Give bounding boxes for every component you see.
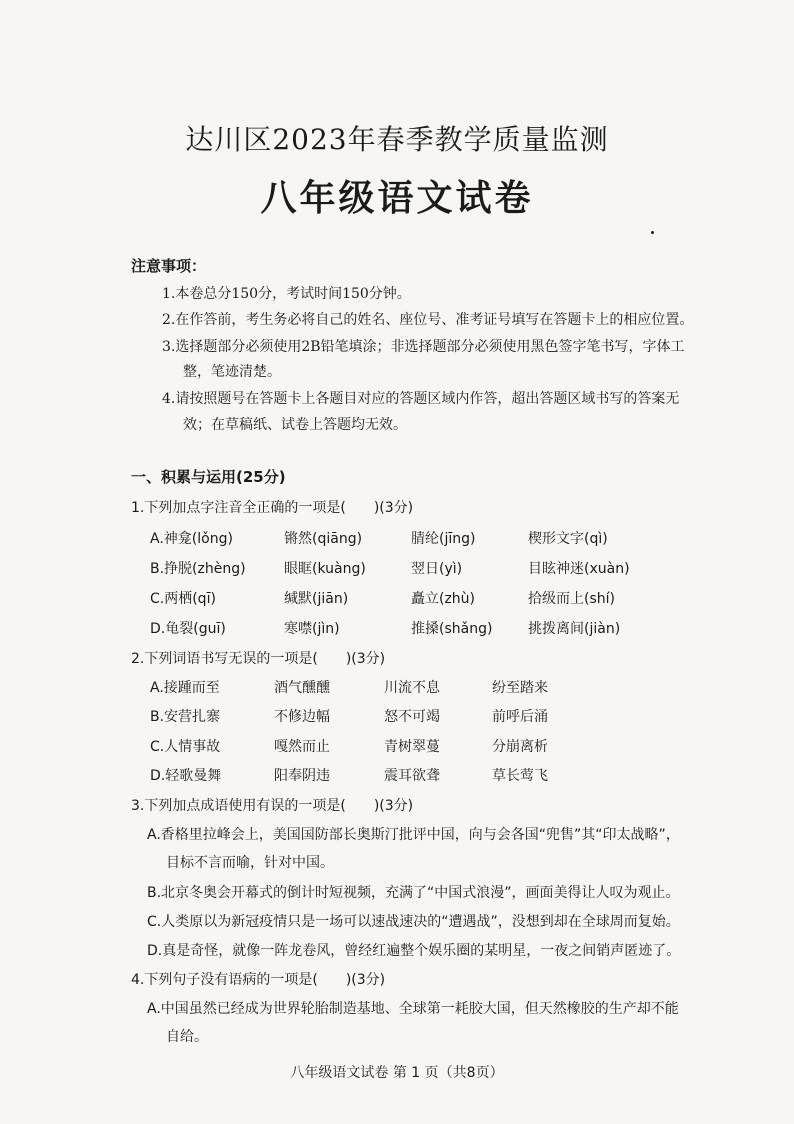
q1-option: 眼眶(kuàng) <box>284 561 366 577</box>
question-4-stem: 4.下列句子没有语病的一项是( )(3分) <box>131 972 386 988</box>
q1-option: 寒噤(jìn) <box>284 621 340 637</box>
exam-title-line2: 八年级语文试卷 <box>260 177 534 219</box>
question-2-stem: 2.下列词语书写无误的一项是( )(3分) <box>131 651 386 667</box>
question-3-stem: 3.下列加点成语使用有误的一项是( )(3分) <box>131 798 414 814</box>
q2-option: 阳奉阴违 <box>274 768 330 784</box>
notice-heading: 注意事项： <box>131 257 207 275</box>
q3-option-a: A.香格里拉峰会上，美国国防部长奥斯汀批评中国，向与会各国“兜售”其“印太战略”， <box>147 827 680 843</box>
q1-option: 目眩神迷(xuàn) <box>528 561 630 577</box>
q4-option-a-cont: 自给。 <box>166 1029 208 1045</box>
q3-option-b: B.北京冬奥会开幕式的倒计时短视频，充满了“中国式浪漫”，画面美得让人叹为观止。 <box>147 885 680 901</box>
q3-option-d: D.真是奇怪，就像一阵龙卷风，曾经红遍整个娱乐圈的某明星，一夜之间销声匿迹了。 <box>147 943 681 959</box>
speck-mark <box>651 231 654 234</box>
q2-option: C.人情事故 <box>150 739 221 755</box>
q2-option: 酒气醺醺 <box>274 680 330 696</box>
q2-option: 怒不可竭 <box>384 709 440 725</box>
q1-option: 翌日(yì) <box>411 561 463 577</box>
q2-option: 不修边幅 <box>274 709 330 725</box>
q2-option: A.接踵而至 <box>150 680 220 696</box>
q2-option: 青树翠蔓 <box>384 739 440 755</box>
q1-option: 矗立(zhù) <box>411 591 476 607</box>
q3-option-c: C.人类原以为新冠疫情只是一场可以速战速决的“遭遇战”，没想到却在全球周而复始。 <box>147 914 680 930</box>
q2-option: B.安营扎寨 <box>150 709 221 725</box>
q2-option: 分崩离析 <box>492 739 548 755</box>
q2-option: 嘎然而止 <box>274 739 330 755</box>
notice-item-4: 4.请按照题号在答题卡上各题目对应的答题区域内作答，超出答题区域书写的答案无 <box>162 391 680 407</box>
q1-option: 挑拨离间(jiàn) <box>528 621 621 637</box>
q4-option-a: A.中国虽然已经成为世界轮胎制造基地、全球第一耗胶大国，但天然橡胶的生产却不能 <box>147 1001 679 1017</box>
section-heading: 一、积累与运用(25分) <box>131 468 286 486</box>
exam-title-line1: 达川区2023年春季教学质量监测 <box>185 123 609 156</box>
q1-option: 推搡(shǎng) <box>411 621 493 637</box>
q1-option: 楔形文字(qì) <box>528 531 608 547</box>
q1-option: C.两栖(qī) <box>150 591 216 607</box>
q2-option: 前呼后涌 <box>492 709 548 725</box>
notice-item-1: 1.本卷总分150分，考试时间150分钟。 <box>162 286 411 302</box>
q1-option: 拾级而上(shí) <box>528 591 615 607</box>
page-footer: 八年级语文试卷 第 1 页（共8页） <box>290 1065 504 1081</box>
q1-option: 锵然(qiāng) <box>284 531 363 547</box>
q3-option-a-cont: 目标不言而喻，针对中国。 <box>166 855 334 871</box>
q2-option: D.轻歌曼舞 <box>150 768 222 784</box>
notice-item-3: 3.选择题部分必须使用2B铅笔填涂；非选择题部分必须使用黑色签字笔书写，字体工 <box>162 339 685 355</box>
notice-item-4-cont: 效；在草稿纸、试卷上答题均无效。 <box>183 417 407 433</box>
q1-option: D.龟裂(guī) <box>150 621 226 637</box>
q2-option: 草长莺飞 <box>492 768 548 784</box>
notice-item-2: 2.在作答前，考生务必将自己的姓名、座位号、准考证号填写在答题卡上的相应位置。 <box>162 312 694 328</box>
q2-option: 震耳欲聋 <box>384 768 440 784</box>
q1-option: 缄默(jiān) <box>284 591 349 607</box>
q1-option: 腈纶(jīng) <box>411 531 476 547</box>
q1-option: B.挣脱(zhèng) <box>150 561 246 577</box>
q2-option: 纷至踏来 <box>492 680 548 696</box>
q1-option: A.神龛(lǒng) <box>150 531 233 547</box>
notice-item-3-cont: 整，笔迹清楚。 <box>183 364 281 380</box>
q2-option: 川流不息 <box>384 680 440 696</box>
question-1-stem: 1.下列加点字注音全正确的一项是( )(3分) <box>131 500 414 516</box>
